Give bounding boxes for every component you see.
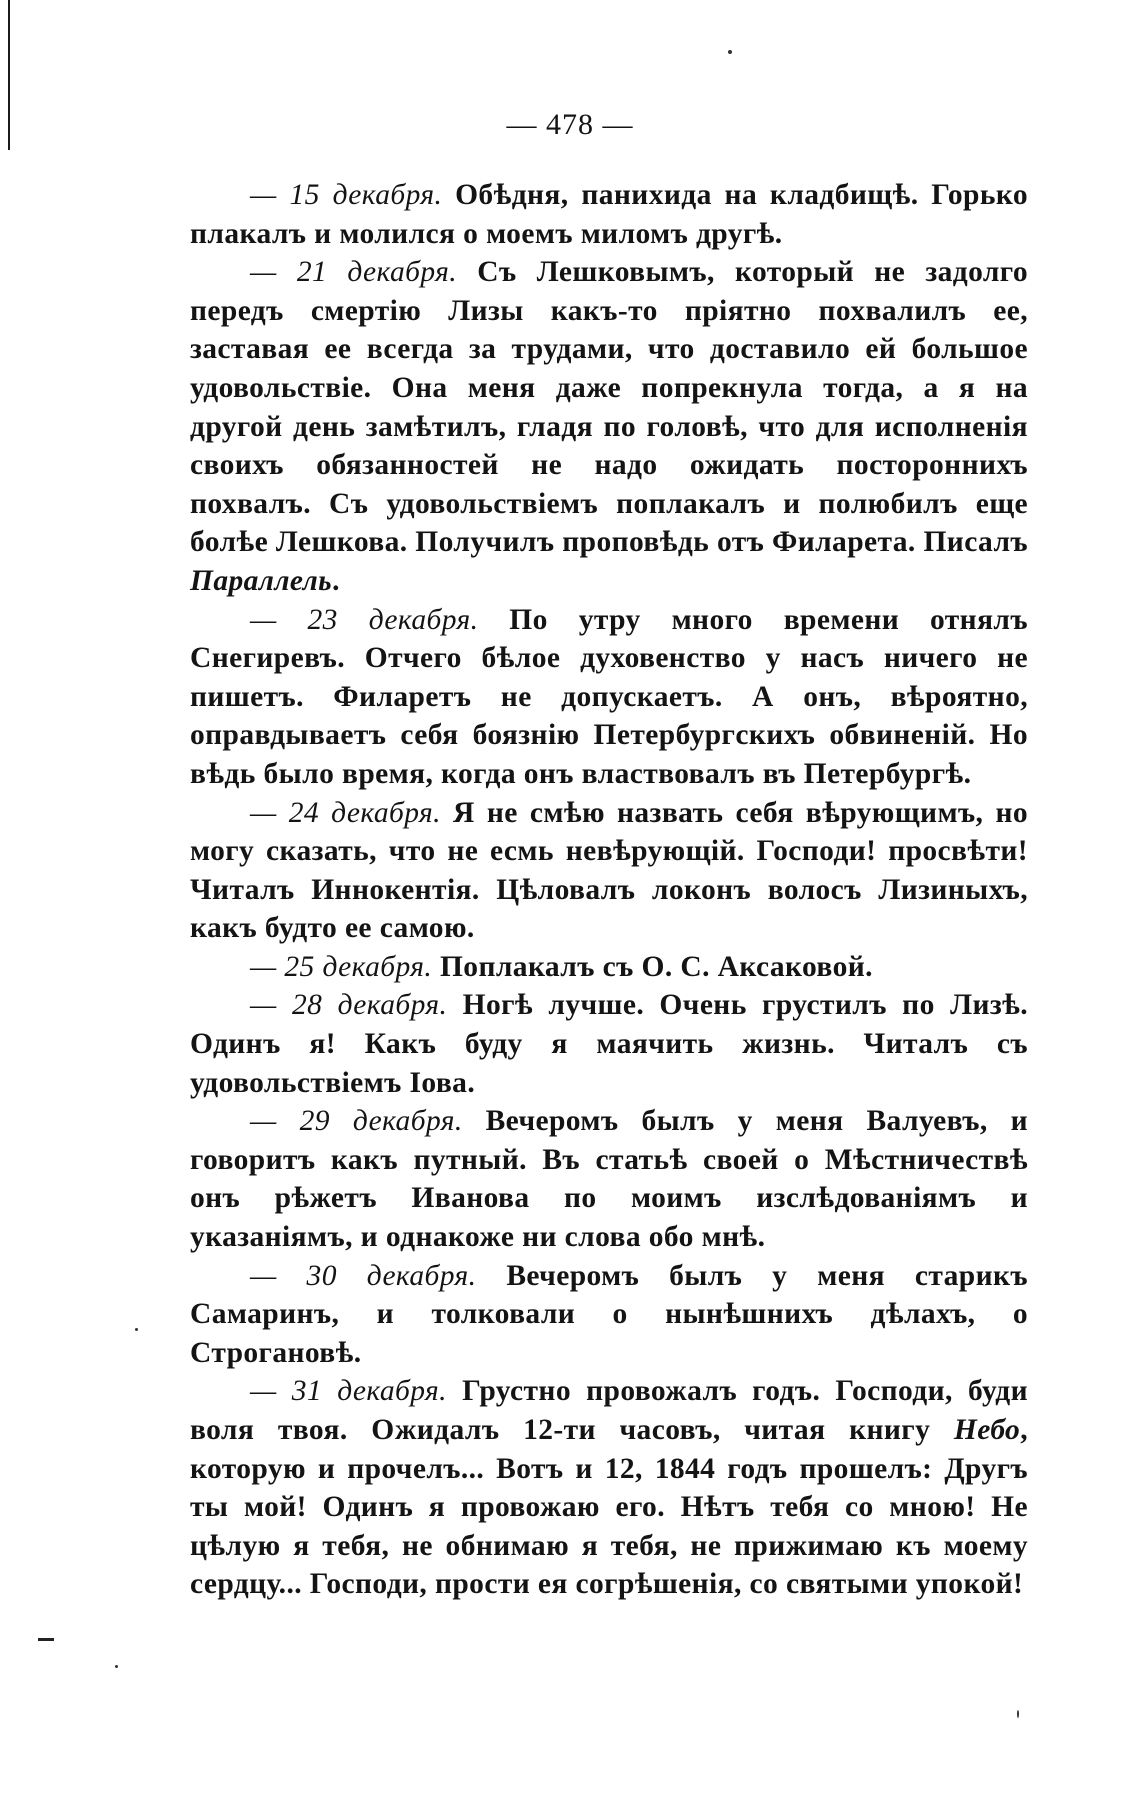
print-speck <box>115 1665 118 1668</box>
entry-text: По утру много времени отнялъ Снегиревъ. Отчего бѣлое духовенство у насъ ничего не пишетъ. Филаретъ не допускаетъ. А онъ, вѣроятно, оправдываетъ себя боязнію Петербургскихъ обвиненій. Но вѣдь было время, когда онъ властвовалъ въ Петербургѣ. <box>190 603 1028 790</box>
diary-entry-dec-21 <box>190 253 1028 600</box>
diary-entry-dec-15 <box>190 176 1028 253</box>
entry-date: — 23 декабря. <box>250 603 479 636</box>
diary-entry-dec-30 <box>190 1257 1028 1373</box>
entry-date: — 31 декабря. <box>250 1375 447 1408</box>
diary-entry-dec-31 <box>190 1372 1028 1604</box>
entry-text: Я не смѣю назвать себя вѣрующимъ, но могу сказать, что не есмь невѣрующій. Господи! просвѣти! Читалъ Иннокентія. Цѣловалъ локонъ волосъ Лизиныхъ, какъ будто ее самою. <box>190 796 1028 945</box>
diary-entry-dec-29 <box>190 1102 1028 1256</box>
entry-text: Поплакалъ съ О. С. Аксаковой. <box>432 950 873 983</box>
entry-text: Обѣдня, панихида на кладбищѣ. Горько плакалъ и молился о моемъ миломъ другѣ. <box>190 179 1028 250</box>
entry-text: Вечеромъ былъ у меня старикъ Самаринъ, и толковали о нынѣшнихъ дѣлахъ, о Строгановѣ. <box>190 1259 1028 1369</box>
entry-text-tail: . <box>332 564 340 597</box>
entry-text: Ногѣ лучше. Очень грустилъ по Лизѣ. Одинъ я! Какъ буду я маячить жизнь. Читалъ съ удовольствіемъ Іова. <box>190 989 1028 1099</box>
diary-entry-dec-28 <box>190 986 1028 1102</box>
entry-date: — 21 декабря. <box>250 256 458 289</box>
entry-text-tail: , которую и прочелъ... Вотъ и 12, 1844 годъ прошелъ: Другъ ты мой! Одинъ я провожаю его. Нѣтъ тебя со мною! Не цѣлую я тебя, не обнимаю я тебя, не прижимаю къ моему сердцу... Господи, прости ея согрѣшенія, со святыми упокой! <box>190 1414 1028 1601</box>
entry-date: — 29 декабря. <box>250 1105 463 1138</box>
print-speck <box>135 1328 138 1331</box>
diary-entry-dec-24 <box>190 794 1028 948</box>
diary-text <box>190 176 1028 1604</box>
entry-emphasis: Небо <box>953 1414 1021 1446</box>
entry-text: Вечеромъ былъ у меня Валуевъ, и говоритъ какъ путный. Въ статьѣ своей о Мѣстничествѣ онъ рѣжетъ Иванова по моимъ изслѣдованіямъ и указаніямъ, и однакоже ни слова обо мнѣ. <box>190 1105 1028 1254</box>
entry-date: — 25 декабря. <box>250 950 433 983</box>
print-mark <box>38 1638 54 1641</box>
print-speck <box>1017 1710 1019 1718</box>
entry-text: Съ Лешковымъ, который не задолго передъ смертію Лизы какъ-то пріятно похвалилъ ее, заставая ее всегда за трудами, что доставило ей большое удовольствіе. Она меня даже попрекнула тогда, а я на другой день замѣтилъ, гладя по головѣ, что для исполненія своихъ обязанностей не надо ожидать постороннихъ похвалъ. Съ удовольствіемъ поплакалъ и полюбилъ еще болѣе Лешкова. Получилъ проповѣдь отъ Филарета. Писалъ <box>190 256 1029 559</box>
entry-date: — 28 декабря. <box>250 989 448 1022</box>
entry-emphasis: Параллель <box>190 564 333 597</box>
entry-date: — 30 декабря. <box>250 1259 477 1292</box>
diary-entry-dec-23 <box>190 601 1028 794</box>
diary-entry-dec-25 <box>190 948 1028 987</box>
entry-text: Грустно провожалъ годъ. Господи, буди воля твоя. Ожидалъ 12-ти часовъ, читая книгу <box>190 1375 1028 1446</box>
print-speck <box>728 50 732 54</box>
entry-date: — 24 декабря. <box>250 796 441 829</box>
entry-date: — 15 декабря. <box>250 179 443 211</box>
page-number: — 478 — <box>506 108 634 141</box>
